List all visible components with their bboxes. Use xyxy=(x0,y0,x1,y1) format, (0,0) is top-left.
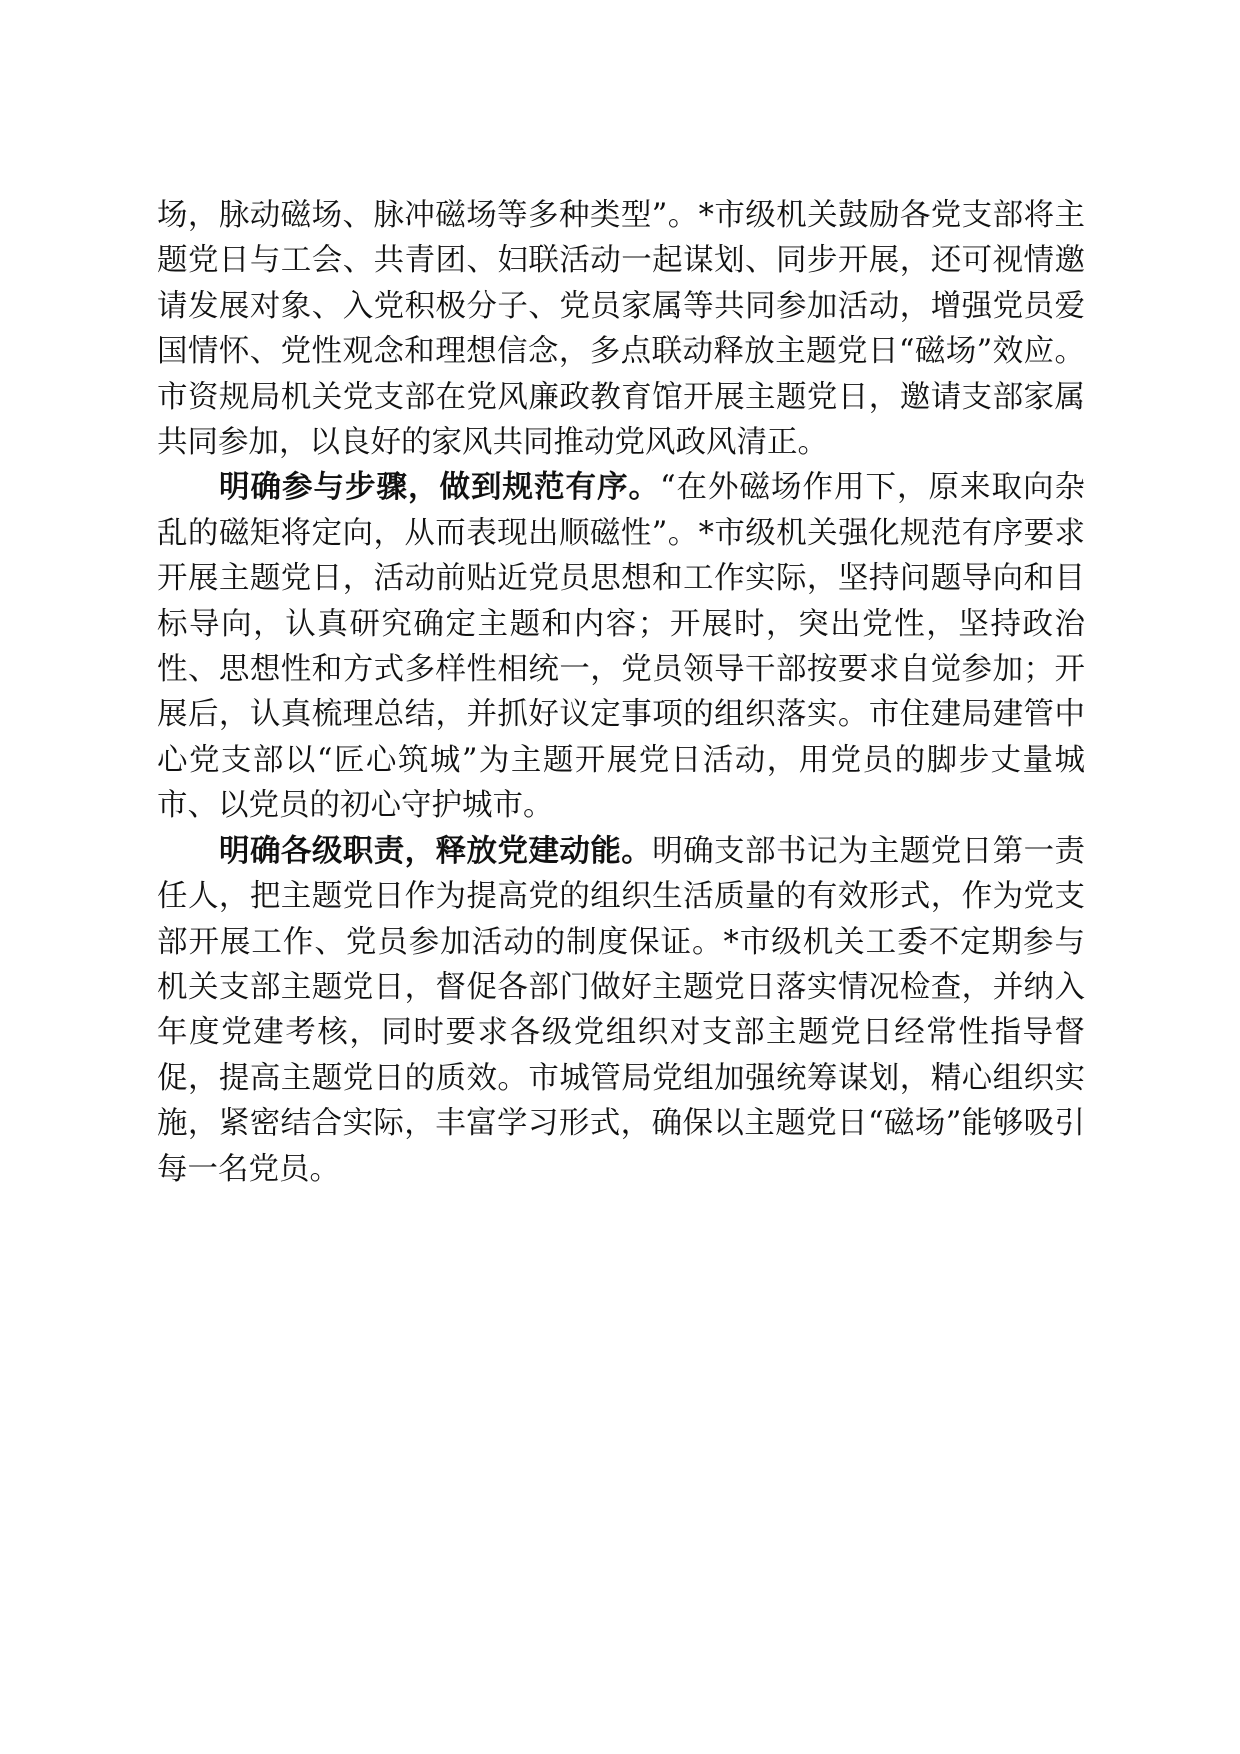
paragraph-2-heading: 明确参与步骤，做到规范有序。 xyxy=(219,469,660,506)
paragraph-2 xyxy=(157,465,1085,828)
paragraph-3 xyxy=(157,829,1085,1192)
paragraph-2-text: “在外磁场作用下，原来取向杂乱的磁矩将定向，从而表现出顺磁性”。*市级机关强化规范有序要求开展主题党日，活动前贴近党员思想和工作实际，坚持问题导向和目标导向，认真研究确定主题和内容；开展时，突出党性，坚持政治性、思想性和方式多样性相统一，党员领导干部按要求自觉参加；开展后，认真梳理总结，并抓好议定事项的组织落实。市住建局建管中心党支部以“匠心筑城”为主题开展党日活动，用党员的脚步丈量城市、以党员的初心守护城市。 xyxy=(157,470,1085,824)
document-body xyxy=(157,193,1085,1192)
paragraph-3-text: 明确支部书记为主题党日第一责任人，把主题党日作为提高党的组织生活质量的有效形式，作为党支部开展工作、党员参加活动的制度保证。*市级机关工委不定期参与机关支部主题党日，督促各部门做好主题党日落实情况检查，并纳入年度党建考核，同时要求各级党组织对支部主题党日经常性指导督促，提高主题党日的质效。市城管局党组加强统筹谋划，精心组织实施，紧密结合实际，丰富学习形式，确保以主题党日“磁场”能够吸引每一名党员。 xyxy=(157,833,1086,1187)
paragraph-1-text: 场，脉动磁场、脉冲磁场等多种类型”。*市级机关鼓励各党支部将主题党日与工会、共青团、妇联活动一起谋划、同步开展，还可视情邀请发展对象、入党积极分子、党员家属等共同参加活动，增强党员爱国情怀、党性观念和理想信念，多点联动释放主题党日“磁场”效应。市资规局机关党支部在党风廉政教育馆开展主题党日，邀请支部家属共同参加，以良好的家风共同推动党风政风清正。 xyxy=(157,198,1085,461)
paragraph-1 xyxy=(157,193,1085,465)
paragraph-3-heading: 明确各级职责，释放党建动能。 xyxy=(219,832,653,869)
